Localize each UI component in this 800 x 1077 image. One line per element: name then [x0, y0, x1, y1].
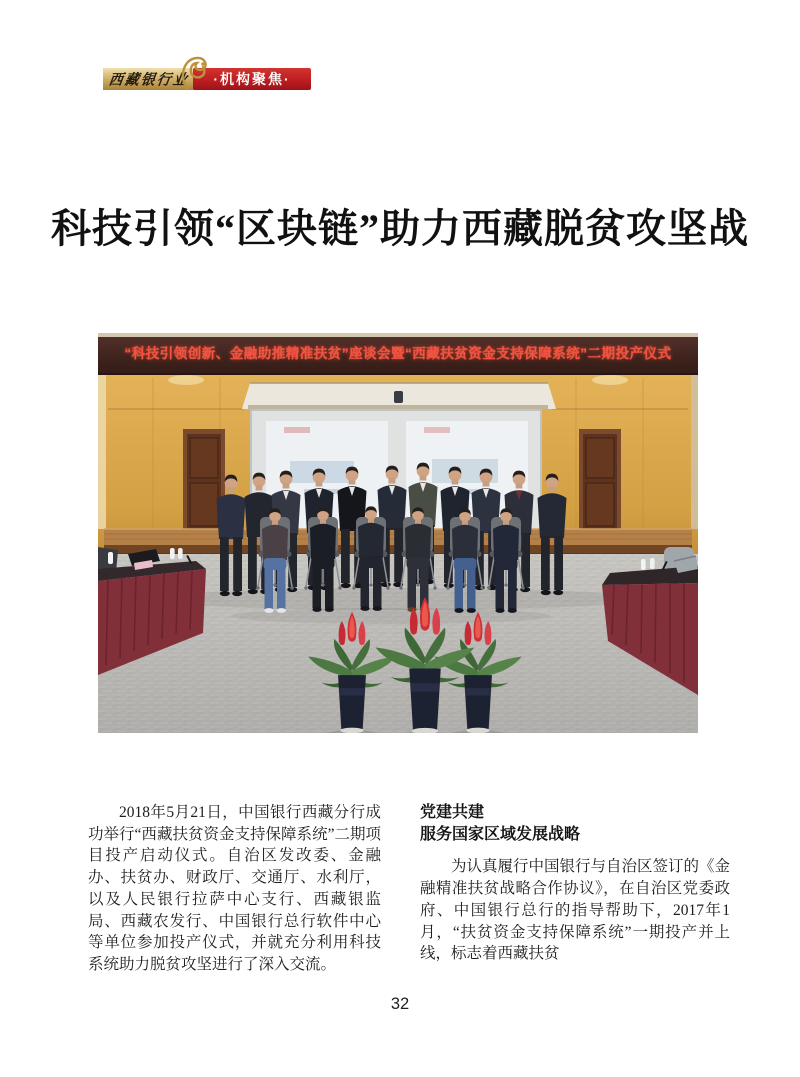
right-door	[579, 429, 621, 529]
photo-banner-text: “科技引领创新、金融助推精准扶贫”座谈会暨“西藏扶贫资金支持保障系统”二期投产仪式	[124, 346, 672, 361]
subheading-line-1: 党建共建	[420, 804, 485, 821]
section-label: ·机构聚焦·	[213, 71, 291, 87]
gold-flourish-icon	[179, 55, 209, 91]
article-title: 科技引领“区块链”助力西藏脱贫攻坚战	[51, 205, 749, 251]
page-number: 32	[390, 995, 410, 1013]
conference-photo-illustration	[98, 333, 698, 733]
conference-photo	[98, 333, 698, 733]
subheading-line-2: 服务国家区域发展战略	[420, 825, 581, 843]
section-subheading	[420, 802, 730, 845]
section-badge	[193, 68, 311, 90]
paragraph-2: 为认真履行中国银行与自治区签订的《金融精准扶贫战略合作协议》，在自治区党委政府、中国银行总行的指导帮助下，2017年1月，“扶贫资金支持保障系统”一期投产并上线，标志着西藏扶贫	[420, 858, 731, 963]
paragraph-1: 2018年5月21日，中国银行西藏分行成功举行“西藏扶贫资金支持保障系统”二期项目投产启动仪式。自治区发改委、金融办、扶贫办、财政厅、交通厅、水利厅，以及人民银行拉萨中心支行、西藏银监局、西藏农发行、中国银行总行软件中心等单位参加投产仪式，并就充分利用科技系统助力脱贫攻坚进行了深入交流。	[88, 804, 381, 973]
right-column	[420, 802, 730, 965]
publication-name: 西藏银行业	[107, 72, 190, 89]
projector-camera	[394, 391, 403, 403]
left-column	[88, 802, 381, 976]
